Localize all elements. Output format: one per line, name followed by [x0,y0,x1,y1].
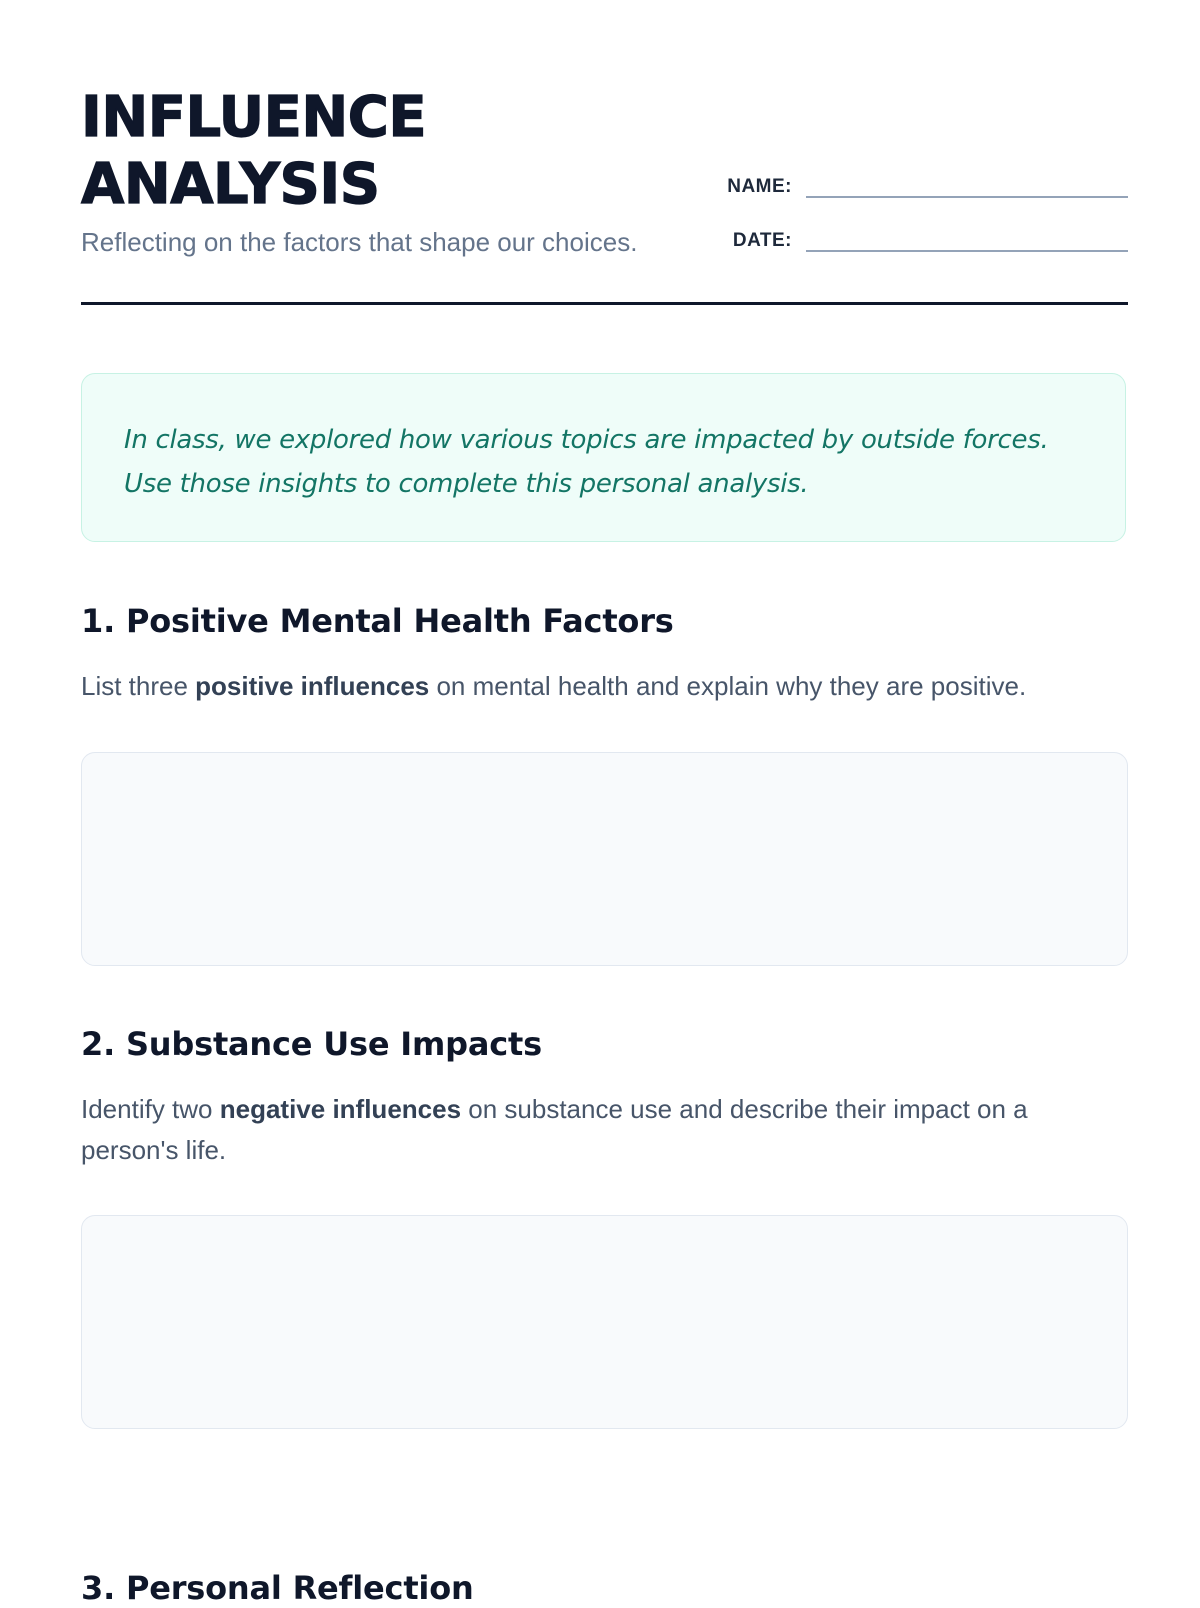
date-label: DATE: [732,230,792,251]
section-prompt [81,666,1128,707]
prompt-emphasis: positive influences [195,671,430,701]
name-label: NAME: [727,176,792,197]
callout-line-1: In class, we explored how various topics are impacted by outside forces. [124,425,1049,455]
worksheet-page [81,0,1128,1607]
section-positive-mental-health [81,601,1128,707]
name-field-row [727,168,1128,198]
callout-line-2: Use those insights to complete this personal analysis. [124,469,809,499]
prompt-text: on substance use and describe their impact on a person's life. [81,1094,1028,1165]
header-divider [81,302,1128,305]
answer-box-1[interactable] [81,752,1128,966]
section-title: 3. Personal Reflection [81,1569,474,1607]
date-field[interactable] [806,222,1128,252]
page-title [81,84,426,218]
name-field[interactable] [806,168,1128,198]
section-title: 1. Positive Mental Health Factors [81,602,674,640]
prompt-text: Identify two [81,1094,220,1124]
prompt-text: on mental health and explain why they are positive. [429,671,1027,701]
prompt-emphasis: negative influences [219,1094,462,1124]
worksheet-header [81,0,1128,306]
title-line-1: INFLUENCE [81,85,427,150]
prompt-text: List three [81,671,196,701]
answer-box-2[interactable] [81,1215,1128,1429]
date-field-row [733,222,1128,252]
section-substance-use [81,1024,1128,1171]
section-prompt [81,1089,1128,1171]
page-subtitle: Reflecting on the factors that shape our choices. [81,227,638,257]
instructions-callout [81,373,1126,542]
section-title: 2. Substance Use Impacts [81,1025,542,1063]
title-line-2: ANALYSIS [81,152,380,217]
section-personal-reflection [81,1568,1128,1608]
